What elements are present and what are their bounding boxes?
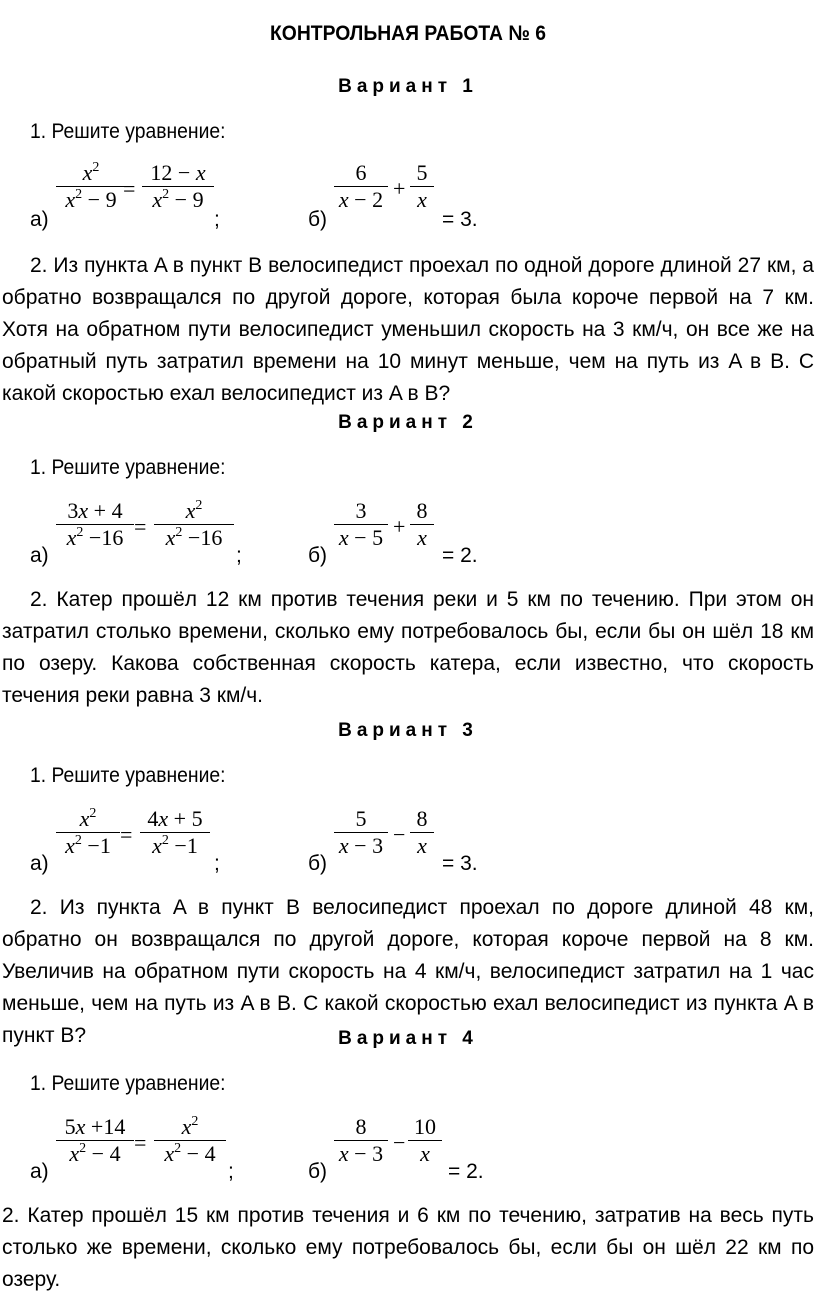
variant-2-eq-a-end: ; <box>236 544 242 567</box>
variant-2-label-a: а) <box>30 544 49 567</box>
variant-4-eq-b-frac2: 10 x <box>408 1114 442 1167</box>
variant-3-task1-prompt: 1. Решите уравнение: <box>30 764 226 787</box>
variant-3-eq-a-op: = <box>120 822 133 847</box>
variant-4-task2: 2. Катер прошёл 15 км против течения и 6 км по течению, затратив на весь путь столько же времени, сколько ему потребовалось бы, если бы он шёл 22 км по озеру. <box>2 1204 814 1291</box>
variant-1-task1-prompt: 1. Решите уравнение: <box>30 120 226 143</box>
variant-1-eq-b-frac2: 5 x <box>410 160 434 213</box>
variant-3-label-b: б) <box>308 852 328 875</box>
variant-2-heading: Вариант 2 <box>338 412 478 433</box>
variant-2-eq-b-op: + <box>393 514 406 539</box>
variant-4-eq-b-end: = 2. <box>448 1160 484 1183</box>
variant-2-eq-a-rhs: $x^2$ $x^2 -16$ <box>154 498 234 551</box>
variant-1-eq-a-end: ; <box>214 208 220 231</box>
variant-3-label-a: а) <box>30 852 49 875</box>
variant-3-heading: Вариант 3 <box>338 720 478 741</box>
variant-4-eq-a-op: = <box>134 1130 147 1155</box>
variant-4-label-b: б) <box>308 1160 328 1183</box>
variant-2-eq-a-op: = <box>134 514 147 539</box>
variant-1-task2: 2. Из пункта A в пункт B велосипедист проехал по одной дороге длиной 27 км, а обратно возвращался по другой дороге, которая была короче первой на 7 км. Хотя на обратном пути велосипедист уменьшил скорость на 3 км/ч, он все же на обратный путь затратил времени на 10 минут меньше, чем на путь из A в B. С какой скоростью ехал велосипедист из A в B? <box>2 254 814 405</box>
variant-2-task1-prompt: 1. Решите уравнение: <box>30 456 226 479</box>
variant-4-eq-b-op: − <box>393 1130 406 1155</box>
variant-4-heading: Вариант 4 <box>338 1028 478 1049</box>
variant-1-eq-a-rhs: 12 − x $x^2 - 9$ <box>142 160 214 213</box>
variant-1-heading: Вариант 1 <box>338 76 478 97</box>
variant-3-eq-b-op: − <box>393 822 406 847</box>
variant-4-label-a: а) <box>30 1160 49 1183</box>
variant-2-eq-a-lhs: 3x + 4 $x^2 -16$ <box>56 498 134 551</box>
variant-4-eq-a-rhs: $x^2$ $x^2 - 4$ <box>154 1114 226 1167</box>
variant-2-eq-b-frac1: 3 x − 5 <box>334 498 388 551</box>
variant-2-eq-b-end: = 2. <box>442 544 478 567</box>
variant-1-eq-a-lhs: $x^2$ $x^2 - 9$ <box>56 160 126 213</box>
variant-1-label-b: б) <box>308 208 328 231</box>
variant-4-task1-prompt: 1. Решите уравнение: <box>30 1072 226 1095</box>
variant-1-label-a: а) <box>30 208 49 231</box>
variant-3-eq-b-end: = 3. <box>442 852 478 875</box>
page-title: КОНТРОЛЬНАЯ РАБОТА № 6 <box>270 22 546 45</box>
variant-3-eq-a-rhs: 4x + 5 $x^2 -1$ <box>140 806 210 859</box>
variant-3-eq-a-lhs: $x^2$ $x^2 -1$ <box>56 806 120 859</box>
variant-1-eq-a-op: = <box>123 176 136 201</box>
variant-3-eq-b-frac1: 5 x − 3 <box>334 806 388 859</box>
variant-4-eq-a-lhs: 5x +14 $x^2 - 4$ <box>56 1114 134 1167</box>
variant-1-eq-b-end: = 3. <box>442 208 478 231</box>
variant-2-label-b: б) <box>308 544 328 567</box>
variant-4-eq-a-end: ; <box>228 1160 234 1183</box>
variant-3-task2: 2. Из пункта A в пункт B велосипедист проехал по дороге длиной 48 км, обратно он возвращался по другой дороге, которая короче первой на 8 км. Увеличив на обратном пути скорость на 4 км/ч, велосипедист затратил на 1 час меньше, чем на путь из A в B. С какой скоростью ехал велосипедист из пункта A в пункт B? <box>2 896 814 1047</box>
variant-2-task2: 2. Катер прошёл 12 км против течения реки и 5 км по течению. При этом он затратил столько времени, сколько ему потребовалось бы, если бы он шёл 18 км по озеру. Какова собственная скорость катера, если известно, что скорость течения реки равна 3 км/ч. <box>2 588 814 707</box>
variant-2-eq-b-frac2: 8 x <box>410 498 434 551</box>
variant-3-eq-a-end: ; <box>214 852 220 875</box>
variant-3-eq-b-frac2: 8 x <box>410 806 434 859</box>
variant-1-eq-b-op: + <box>393 176 406 201</box>
variant-1-eq-b-frac1: 6 x − 2 <box>334 160 388 213</box>
variant-4-eq-b-frac1: 8 x − 3 <box>334 1114 388 1167</box>
